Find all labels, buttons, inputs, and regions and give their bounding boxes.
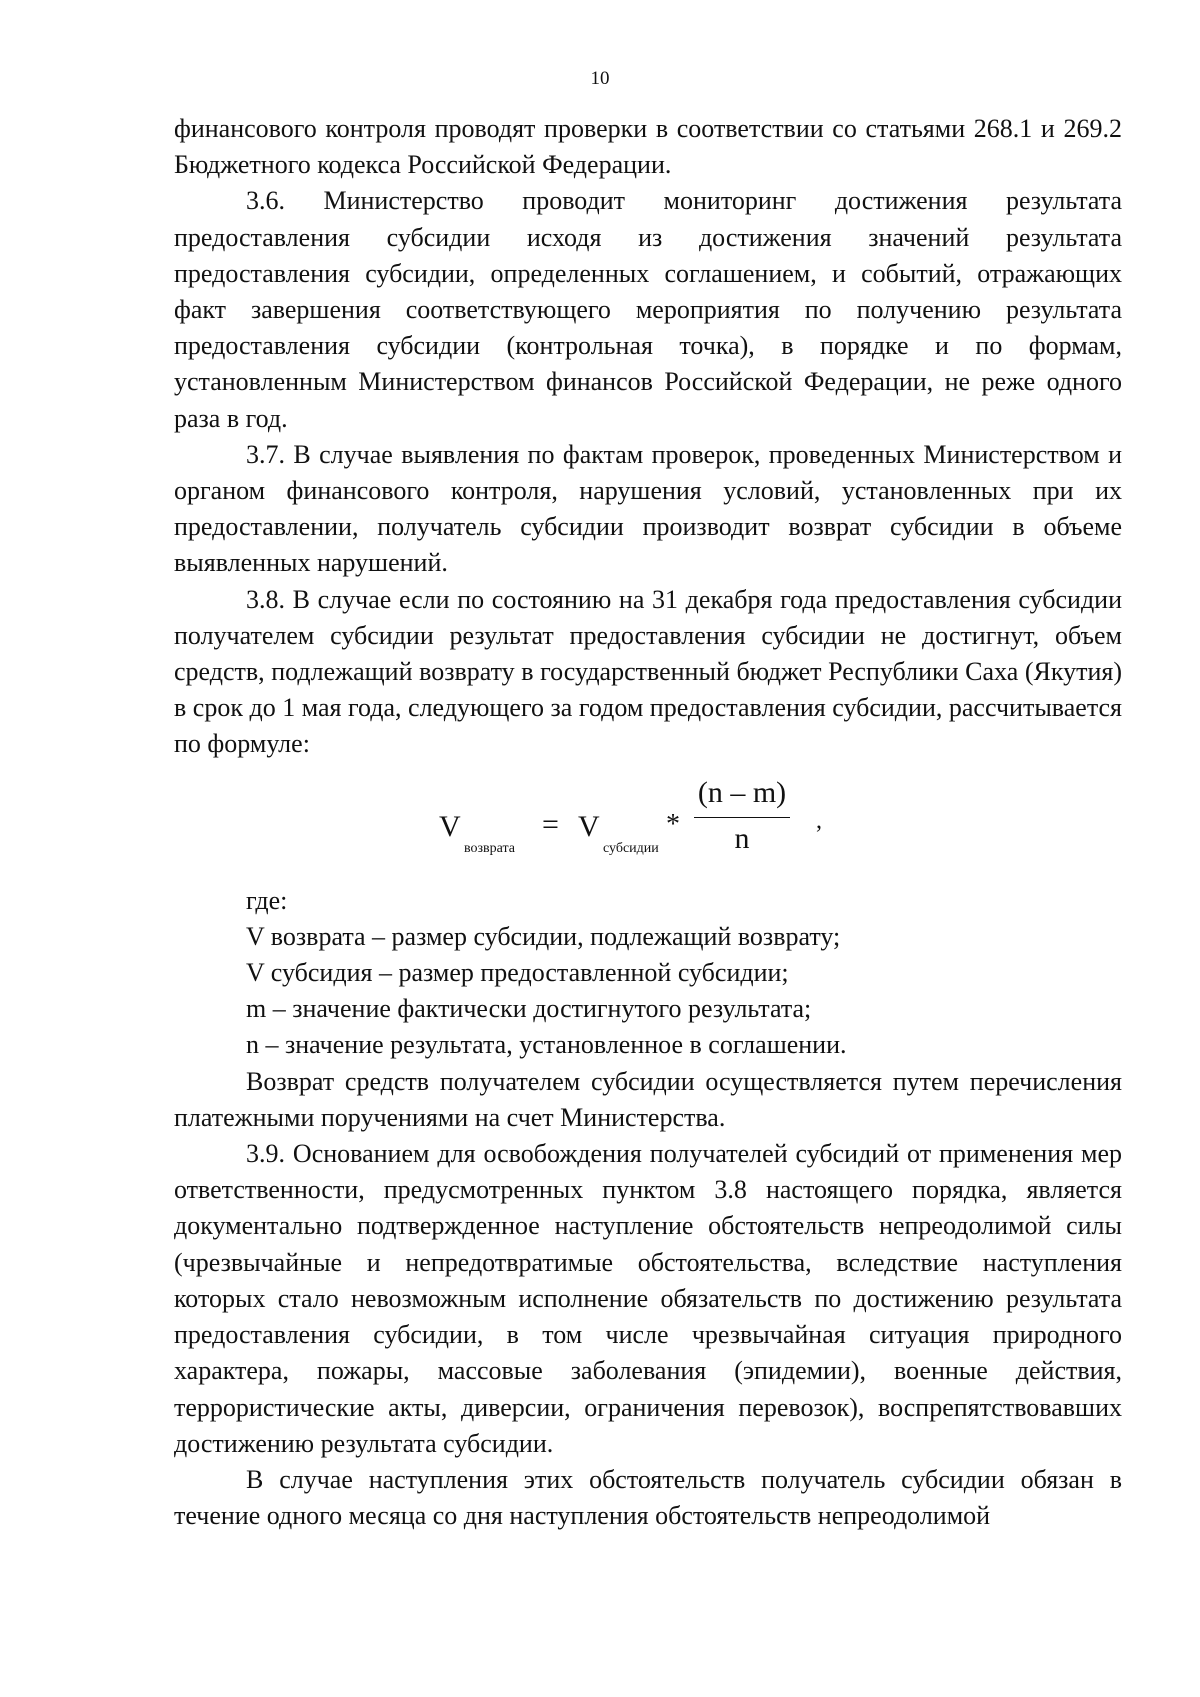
paragraph-force-majeure: В случае наступления этих обстоятельств получатель субсидии обязан в течение одного месяца со дня наступления обстоятельств непреодолимой	[174, 1464, 1122, 1531]
paragraph-refund-transfer: Возврат средств получателем субсидии осуществляется путем перечисления платежными поручениями на счет Министерства.	[174, 1066, 1122, 1132]
paragraph-3-7: 3.7. В случае выявления по фактам проверок, проведенных Министерством и органом финансового контроля, нарушения условий, установленных при их предоставлении, получатель субсидии производит возврат субсидии в объеме выявленных нарушений.	[174, 439, 1122, 578]
definition-v-subsidy: V субсидия – размер предоставленной субсидии;	[246, 958, 789, 988]
formula-v-refund-symbol: V	[439, 809, 461, 843]
formula-multiply: *	[666, 808, 680, 840]
formula-numerator: (n – m)	[697, 775, 787, 809]
formula-comma: ,	[816, 807, 822, 834]
where-label: где:	[246, 885, 288, 915]
refund-formula	[174, 767, 1122, 883]
definition-m: m – значение фактически достигнутого результата;	[246, 994, 812, 1024]
formula-equals: =	[542, 807, 559, 841]
formula-denominator: n	[734, 821, 750, 855]
formula-v-refund-subscript: возврата	[464, 840, 516, 856]
definition-n: n – значение результата, установленное в соглашении.	[246, 1030, 847, 1060]
formula-v-subsidy-symbol: V	[578, 809, 600, 843]
page-number: 10	[590, 68, 610, 89]
paragraph-3-6: 3.6. Министерство проводит мониторинг достижения результата предоставления субсидии исходя из достижения значений результата предоставления субсидии, определенных соглашением, и событий, отражающих факт завершения соответствующего мероприятия по получению результата предоставления субсидии (контрольная точка), в порядке и по формам, установленным Министерством финансов Российской Федерации, не реже одного раза в год.	[174, 186, 1122, 433]
document-body	[174, 111, 1122, 1534]
paragraph-financial-control: финансового контроля проводят проверки в соответствии со статьями 268.1 и 269.2 Бюджетного кодекса Российской Федерации.	[174, 114, 1122, 180]
paragraph-3-8: 3.8. В случае если по состоянию на 31 декабря года предоставления субсидии получателем субсидии результат предоставления субсидии не достигнут, объем средств, подлежащий возврату в государственный бюджет Республики Саха (Якутия) в срок до 1 мая года, следующего за годом предоставления субсидии, рассчитывается по формуле:	[174, 584, 1122, 759]
definition-v-refund: V возврата – размер субсидии, подлежащий возврату;	[246, 921, 841, 951]
formula-fraction-bar	[694, 817, 790, 818]
formula-v-subsidy-subscript: субсидии	[603, 840, 659, 856]
paragraph-3-9: 3.9. Основанием для освобождения получателей субсидий от применения мер ответственности, предусмотренных пунктом 3.8 настоящего порядка, является документально подтвержденное наступление обстоятельств непреодолимой силы (чрезвычайные и непредотвратимые обстоятельства, вследствие наступления которых стало невозможным исполнение обязательств по достижению результата предоставления субсидии, в том числе чрезвычайная ситуация природного характера, пожары, массовые заболевания (эпидемии), военные действия, террористические акты, диверсии, ограничения перевозок), воспрепятствовавших достижению результата субсидии.	[174, 1139, 1122, 1458]
